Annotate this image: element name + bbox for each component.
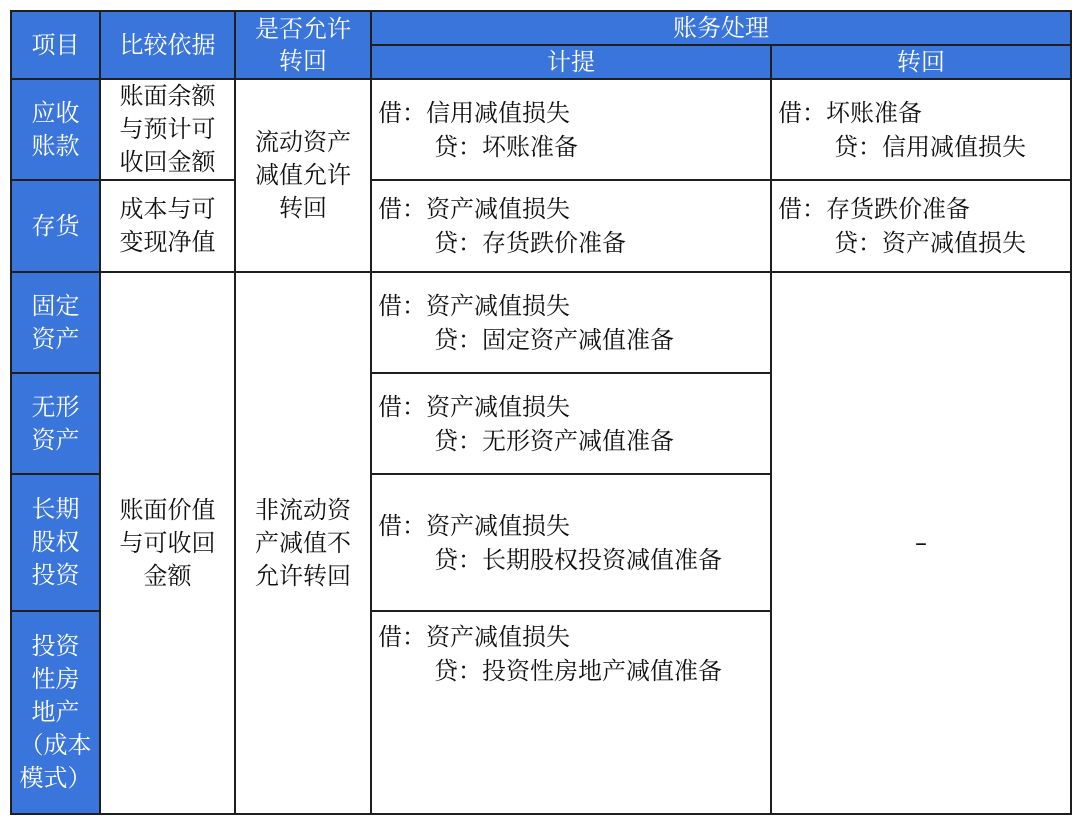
provision-entry-fixed-assets: [371, 272, 771, 373]
header-accounting: [371, 11, 1071, 45]
basis-line: 与可收回: [119, 528, 216, 557]
header-basis-label: 比较依据: [119, 31, 216, 59]
reversal-dash: –: [915, 528, 927, 557]
row-label-receivables: [11, 79, 100, 180]
row-label-line: 投资: [31, 561, 80, 589]
basis-line: 成本与可: [119, 195, 216, 223]
credit-line: 贷：存货跌价准备: [434, 229, 626, 257]
basis-line: 金额: [143, 561, 192, 590]
header-reversal: [771, 45, 1071, 79]
reversal-entry-receivables: [771, 79, 1071, 180]
row-label-line: 资产: [31, 425, 80, 454]
row-label-investment-property: [11, 611, 100, 814]
credit-line: 贷：资产减值损失: [834, 229, 1026, 257]
row-label-line: 无形: [31, 392, 80, 421]
credit-line: 贷：坏账准备: [434, 132, 578, 161]
reversal-rule-line: 转回: [279, 194, 327, 222]
row-label-line: 固定: [31, 291, 80, 320]
header-item-label: 项目: [31, 31, 80, 59]
debit-line: 借：资产减值损失: [378, 392, 570, 421]
debit-line: 借：存货跌价准备: [778, 195, 970, 223]
row-label-line: 股权: [31, 528, 80, 556]
row-label-line: 性房: [31, 665, 80, 693]
reversal-rule-line: 减值允许: [255, 161, 351, 189]
provision-entry-intangible-assets: [371, 373, 771, 474]
table-row: [11, 79, 1071, 180]
table-row: [11, 272, 1071, 373]
row-label-fixed-assets: [11, 272, 100, 373]
reversal-rule-line: 流动资产: [255, 128, 351, 156]
row-label-line: 投资: [31, 632, 80, 660]
basis-noncurrent: [100, 272, 235, 814]
credit-line: 贷：长期股权投资减值准备: [434, 545, 722, 574]
table-row: [11, 180, 1071, 272]
reversal-entry-inventory: [771, 180, 1071, 272]
basis-line: 收回金额: [119, 148, 216, 176]
header-reversal-allowed-line2: 转回: [279, 47, 327, 75]
header-reversal-allowed: [235, 11, 371, 79]
reversal-entry-noncurrent: [771, 272, 1071, 814]
reversal-rule-line: 产减值不: [255, 528, 351, 557]
debit-line: 借：坏账准备: [778, 98, 922, 127]
basis-line: 变现净值: [119, 228, 216, 256]
debit-line: 借：资产减值损失: [378, 623, 570, 651]
basis-line: 与预计可: [119, 115, 216, 143]
debit-line: 借：资产减值损失: [378, 291, 570, 320]
row-label-intangible-assets: [11, 373, 100, 474]
header-item: [11, 11, 100, 79]
reversal-rule-line: 允许转回: [255, 561, 351, 590]
credit-line: 贷：信用减值损失: [834, 132, 1026, 161]
header-accounting-label: 账务处理: [673, 14, 769, 42]
row-label-line: 资产: [31, 324, 80, 353]
provision-entry-receivables: [371, 79, 771, 180]
debit-line: 借：资产减值损失: [378, 195, 570, 223]
basis-line: 账面价值: [119, 495, 216, 524]
impairment-table: [10, 10, 1072, 815]
provision-entry-investment-property: [371, 611, 771, 814]
header-reversal-label: 转回: [897, 48, 945, 76]
credit-line: 贷：无形资产减值准备: [434, 426, 674, 455]
header-reversal-allowed-line1: 是否允许: [255, 15, 351, 43]
debit-line: 借：信用减值损失: [378, 98, 570, 127]
row-label-line: 模式）: [19, 764, 92, 792]
header-provision-label: 计提: [547, 48, 595, 76]
basis-line: 账面余额: [119, 82, 216, 110]
row-label-line: 应收: [31, 98, 80, 127]
row-label-line: 存货: [31, 211, 80, 240]
row-label-long-term-equity: [11, 474, 100, 611]
provision-entry-inventory: [371, 180, 771, 272]
reversal-rule-noncurrent: [235, 272, 371, 814]
basis-inventory: [100, 180, 235, 272]
debit-line: 借：资产减值损失: [378, 511, 570, 540]
reversal-rule-line: 非流动资: [255, 495, 351, 524]
provision-entry-long-term-equity: [371, 474, 771, 611]
credit-line: 贷：固定资产减值准备: [434, 325, 674, 354]
credit-line: 贷：投资性房地产减值准备: [434, 657, 722, 685]
reversal-rule-current: [235, 79, 371, 272]
row-label-line: 地产: [31, 698, 80, 726]
basis-receivables: [100, 79, 235, 180]
header-basis: [100, 11, 235, 79]
row-label-line: 长期: [31, 495, 80, 523]
row-label-line: 账款: [31, 131, 80, 160]
header-provision: [371, 45, 771, 79]
row-label-line: （成本: [19, 731, 92, 759]
row-label-inventory: [11, 180, 100, 272]
